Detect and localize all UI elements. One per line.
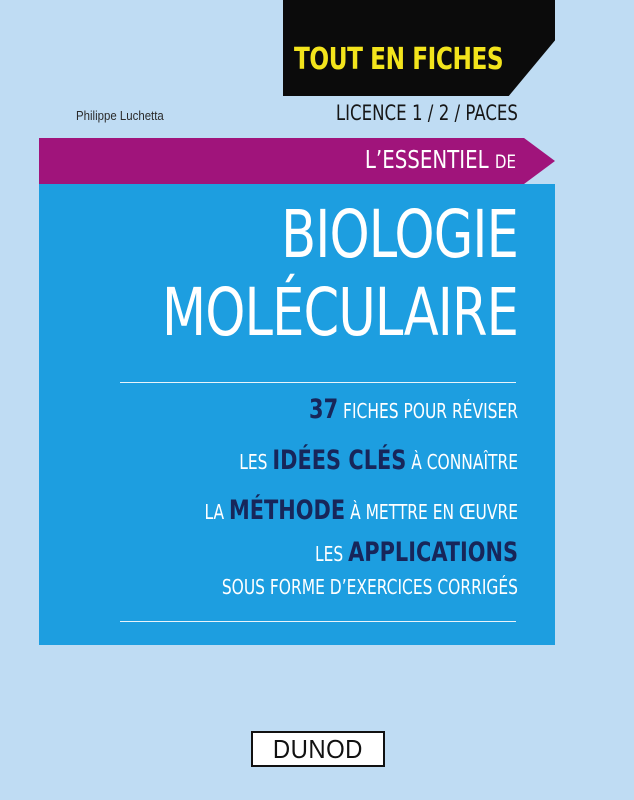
feature-idees-cles [157, 445, 518, 476]
feature-highlight: MÉTHODE [228, 495, 346, 526]
feature-highlight: APPLICATIONS [348, 537, 518, 568]
feature-highlight: IDÉES CLÉS [272, 445, 407, 476]
level-label: LICENCE 1 / 2 / PACES [335, 101, 518, 125]
divider-bottom [120, 621, 516, 622]
publisher-logo [251, 731, 385, 767]
collection-label [305, 145, 516, 174]
collection-suffix: DE [494, 151, 516, 173]
feature-fiches [157, 394, 518, 425]
feature-prefix: LES [239, 450, 268, 474]
feature-prefix: LES [314, 542, 344, 566]
feature-applications-detail: SOUS FORME D’EXERCICES CORRIGÉS [221, 575, 518, 599]
feature-highlight: 37 [309, 394, 339, 425]
feature-prefix: LA [204, 500, 225, 524]
publisher-name: DUNOD [272, 733, 364, 764]
series-title: TOUT EN FICHES [294, 42, 504, 77]
feature-text: À CONNAÎTRE [411, 450, 518, 474]
book-title-line-2: MOLÉCULAIRE [162, 274, 518, 351]
feature-applications [157, 537, 518, 568]
feature-text: À METTRE EN ŒUVRE [350, 500, 518, 524]
feature-methode [157, 495, 518, 526]
feature-text: FICHES POUR RÉVISER [343, 399, 518, 423]
author-name: Philippe Luchetta [76, 108, 164, 123]
divider-top [120, 382, 516, 383]
collection-name: L’ESSENTIEL [364, 145, 489, 174]
book-title-line-1: BIOLOGIE [281, 196, 518, 273]
